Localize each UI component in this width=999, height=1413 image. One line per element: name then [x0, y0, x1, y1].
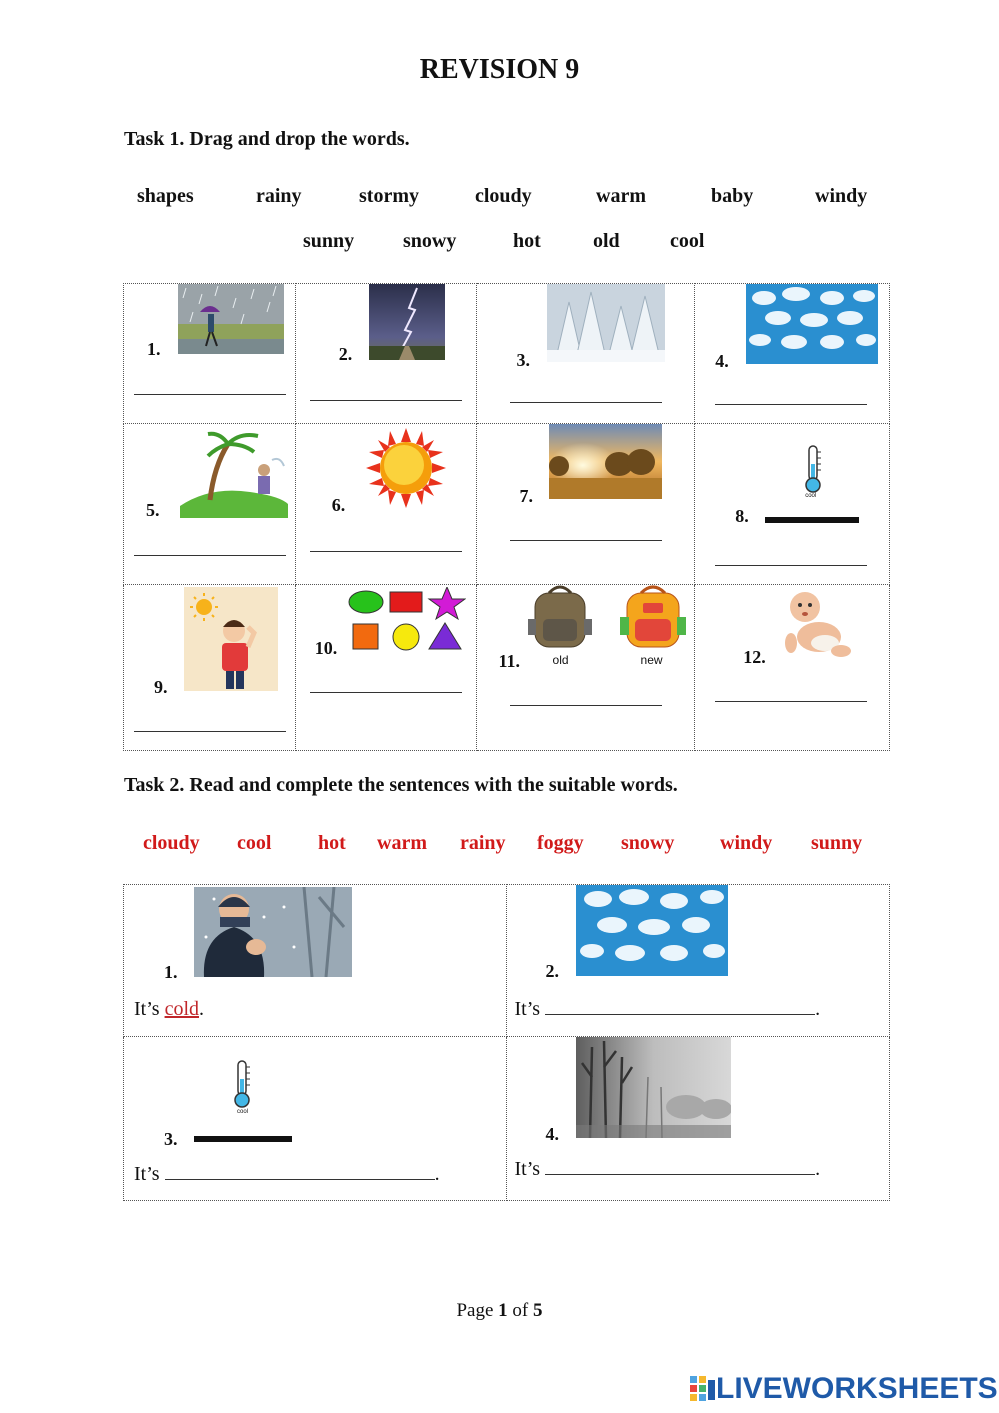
redacted-bar [194, 1136, 292, 1142]
sentence-suffix: . [815, 1158, 821, 1180]
red-word-sunny: sunny [811, 832, 863, 854]
redacted-bar [765, 517, 859, 523]
task1-cell-6 [295, 424, 476, 585]
answer-blank-2[interactable] [310, 400, 462, 401]
snowy-forest-image [547, 284, 665, 362]
word-warm[interactable]: warm [596, 185, 646, 207]
foggy-trees-image [576, 1037, 731, 1138]
task1-cell-2 [295, 284, 476, 424]
sentence-2 [515, 998, 821, 1021]
task2-cell-4 [506, 1037, 890, 1201]
item-number: 3. [516, 350, 531, 370]
sentence-suffix: . [434, 1163, 440, 1185]
word-old[interactable]: old [593, 230, 620, 252]
item-number: 4. [715, 351, 729, 371]
word-hot[interactable]: hot [513, 230, 541, 252]
word-stormy[interactable]: stormy [359, 185, 419, 207]
sentence-suffix: . [815, 998, 821, 1020]
sentence-prefix: It’s [134, 1163, 165, 1185]
red-word-warm: warm [377, 832, 427, 854]
word-rainy[interactable]: rainy [256, 185, 302, 207]
lightning-storm-image [369, 284, 445, 360]
caption-new: new [640, 653, 663, 667]
task1-cell-11 [476, 585, 695, 751]
task2-cell-1 [124, 885, 507, 1037]
task1-cell-8 [695, 424, 890, 585]
task2-heading: Task 2. Read and complete the sentences with the suitable words. [124, 774, 678, 796]
item-number: 3. [164, 1129, 178, 1149]
hot-boy-image [184, 587, 278, 691]
sentence-prefix: It’s [514, 1158, 546, 1180]
word-windy[interactable]: windy [815, 185, 868, 207]
red-word-snowy: snowy [621, 832, 675, 854]
red-word-rainy: rainy [460, 832, 506, 854]
answer-blank-11[interactable] [510, 705, 662, 706]
item-number: 12. [743, 647, 766, 667]
word-cool[interactable]: cool [670, 230, 705, 252]
red-word-hot: hot [318, 832, 346, 854]
task1-cell-10 [295, 585, 476, 751]
answer-blank-3[interactable] [510, 402, 662, 403]
red-word-foggy: foggy [537, 832, 584, 854]
item-number: 1. [147, 339, 161, 359]
item-number: 7. [519, 486, 534, 506]
sentence-3 [134, 1163, 440, 1186]
answer-blank-6[interactable] [310, 551, 462, 552]
word-cloudy[interactable]: cloudy [475, 185, 532, 207]
answer-blank-9[interactable] [134, 731, 286, 732]
task2-sentence-grid [123, 884, 890, 1201]
item-number: 2. [338, 344, 353, 364]
warm-sunset-image [549, 424, 662, 499]
sentence-4 [515, 1158, 821, 1181]
example-answer: cold [164, 998, 199, 1020]
task1-cell-1 [124, 284, 296, 424]
word-shapes[interactable]: shapes [137, 185, 194, 207]
clouds-sky-image [576, 885, 728, 976]
answer-blank-1[interactable] [134, 394, 286, 395]
baby-image [775, 585, 855, 665]
old-new-backpacks-image [525, 585, 691, 655]
sentence-1 [134, 998, 204, 1021]
task1-cell-4 [695, 284, 890, 424]
footer-total-pages: 5 [533, 1300, 543, 1321]
word-baby[interactable]: baby [711, 185, 754, 207]
item-number: 2. [545, 961, 559, 981]
answer-blank-sentence-3[interactable] [165, 1163, 435, 1180]
sentence-prefix: It’s [514, 998, 546, 1020]
item-number: 8. [735, 506, 749, 526]
answer-blank-8[interactable] [715, 565, 867, 566]
answer-blank-10[interactable] [310, 692, 462, 693]
sentence-suffix: . [199, 998, 204, 1020]
shapes-image [346, 587, 466, 657]
answer-blank-sentence-2[interactable] [545, 998, 815, 1015]
windy-palm-trees-image [180, 426, 288, 518]
answer-blank-7[interactable] [510, 540, 662, 541]
sentence-prefix: It’s [134, 998, 165, 1020]
red-word-cool: cool [237, 832, 272, 854]
task1-cell-9 [124, 585, 296, 751]
item-number: 4. [545, 1124, 559, 1144]
answer-blank-5[interactable] [134, 555, 286, 556]
task1-cell-5 [124, 424, 296, 585]
task1-cell-3 [476, 284, 695, 424]
task1-heading: Task 1. Drag and drop the words. [124, 128, 410, 150]
footer-middle: of [507, 1300, 533, 1321]
word-sunny[interactable]: sunny [303, 230, 355, 252]
sun-image [366, 428, 446, 508]
rain-person-image [178, 284, 284, 354]
caption-old: old [552, 653, 569, 667]
page-footer [0, 1300, 999, 1322]
task1-cell-12 [695, 585, 890, 751]
thermometer-caption: cool [237, 1109, 249, 1115]
answer-blank-12[interactable] [715, 701, 867, 702]
footer-prefix: Page [456, 1300, 499, 1321]
task1-cell-7 [476, 424, 695, 585]
item-number: 11. [498, 651, 521, 671]
red-word-windy: windy [720, 832, 773, 854]
item-number: 9. [154, 677, 168, 697]
item-number: 6. [331, 495, 346, 515]
item-number: 10. [314, 638, 338, 658]
clouds-sky-image [746, 284, 878, 364]
task2-cell-3 [124, 1037, 507, 1201]
page-title: REVISION 9 [419, 54, 580, 85]
answer-blank-4[interactable] [715, 404, 867, 405]
answer-blank-sentence-4[interactable] [545, 1158, 815, 1175]
task2-cell-2 [506, 885, 890, 1037]
footer-current-page: 1 [498, 1300, 508, 1321]
word-snowy[interactable]: snowy [403, 230, 457, 252]
liveworksheets-logo[interactable] [690, 1372, 998, 1406]
item-number: 5. [146, 500, 160, 520]
task1-picture-grid [123, 283, 890, 751]
liveworksheets-wordmark: LIVEWORKSHEETS [716, 1372, 998, 1405]
item-number: 1. [164, 962, 178, 982]
red-word-cloudy: cloudy [143, 832, 200, 854]
liveworksheets-logo-icon [690, 1376, 716, 1402]
thermometer-caption: cool [805, 493, 817, 499]
cold-person-image [194, 887, 352, 977]
